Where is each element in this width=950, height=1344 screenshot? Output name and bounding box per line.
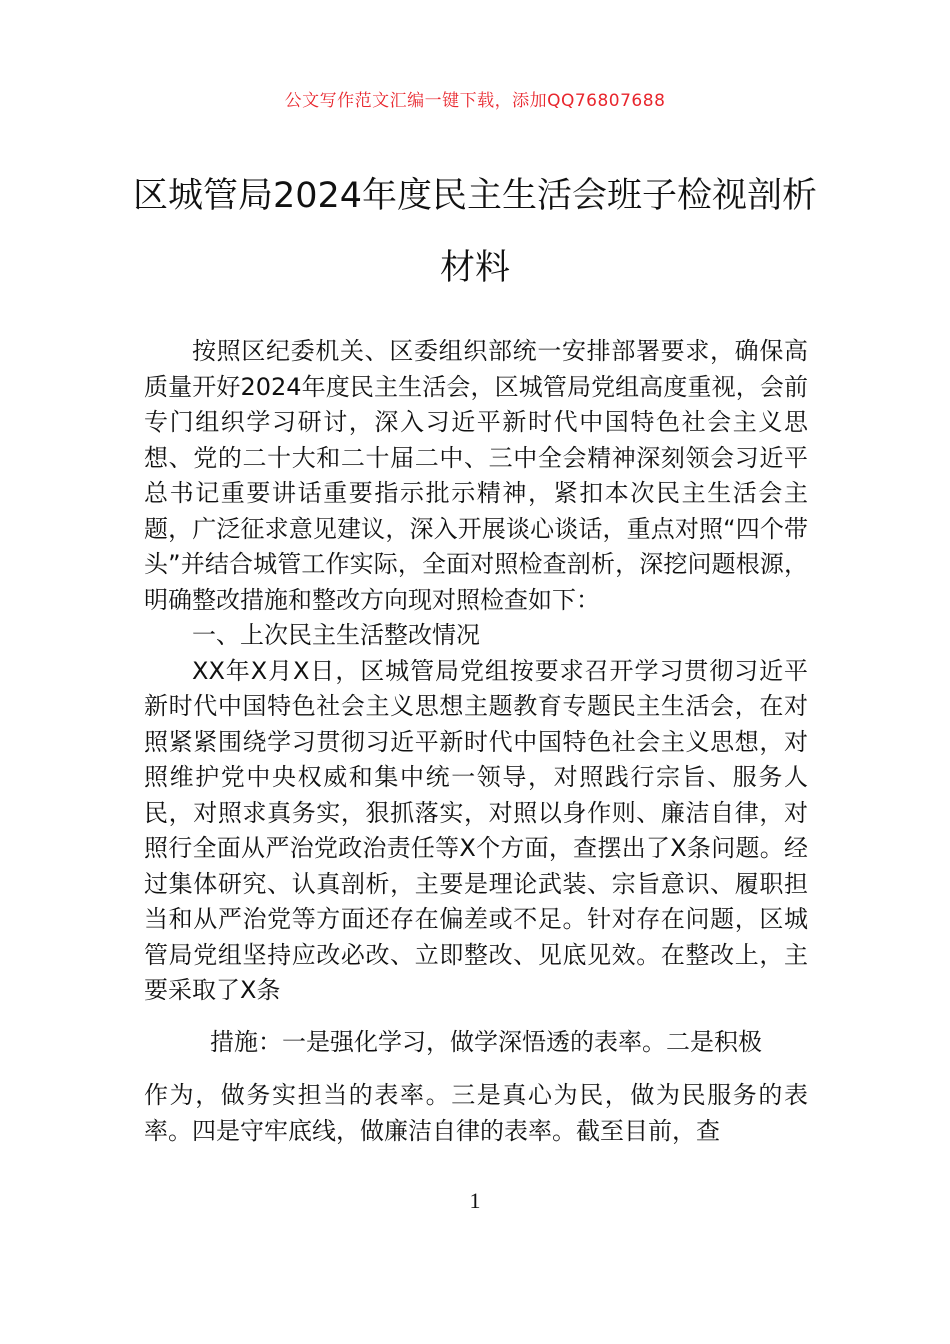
document-body [144, 334, 808, 1149]
rectification-paragraph: XX年X月X日，区城管局党组按要求召开学习贯彻习近平新时代中国特色社会主义思想主题教育专题民主生活会，在对照紧紧围绕学习贯彻习近平新时代中国特色社会主义思想，对照维护党中央权威和集中统一领导，对照践行宗旨、服务人民，对照求真务实，狠抓落实，对照以身作则、廉洁自律，对照行全面从严治党政治责任等X个方面，查摆出了X条问题。经过集体研究、认真剖析，主要是理论武装、宗旨意识、履职担当和从严治党等方面还存在偏差或不足。针对存在问题，区城管局党组坚持应改必改、立即整改、见底见效。在整改上，主要采取了X条 [144, 656, 808, 1004]
measures-continued-paragraph: 作为，做务实担当的表率。三是真心为民，做为民服务的表率。四是守牢底线，做廉洁自律的表率。截至目前，查 [144, 1081, 808, 1145]
section-heading: 一、上次民主生活整改情况 [192, 621, 480, 649]
download-banner[interactable]: 公文写作范文汇编一键下载，添加QQ76807688 [284, 91, 666, 111]
page-number: 1 [469, 1188, 481, 1213]
document-title: 区城管局2024年度民主生活会班子检视剖析材料 [132, 176, 818, 288]
measures-line: 措施：一是强化学习，做学深悟透的表率。二是积极 [210, 1027, 762, 1056]
intro-paragraph: 按照区纪委机关、区委组织部统一安排部署要求，确保高质量开好2024年度民主生活会，区城管局党组高度重视，会前专门组织学习研讨，深入习近平新时代中国特色社会主义思想、党的二十大和二十届二中、三中全会精神深刻领会习近平总书记重要讲话重要指示批示精神，紧扣本次民主生活会主题，广泛征求意见建议，深入开展谈心谈话，重点对照“四个带头”并结合城管工作实际，全面对照检查剖析，深挖问题根源，明确整改措施和整改方向现对照检查如下： [144, 337, 808, 614]
